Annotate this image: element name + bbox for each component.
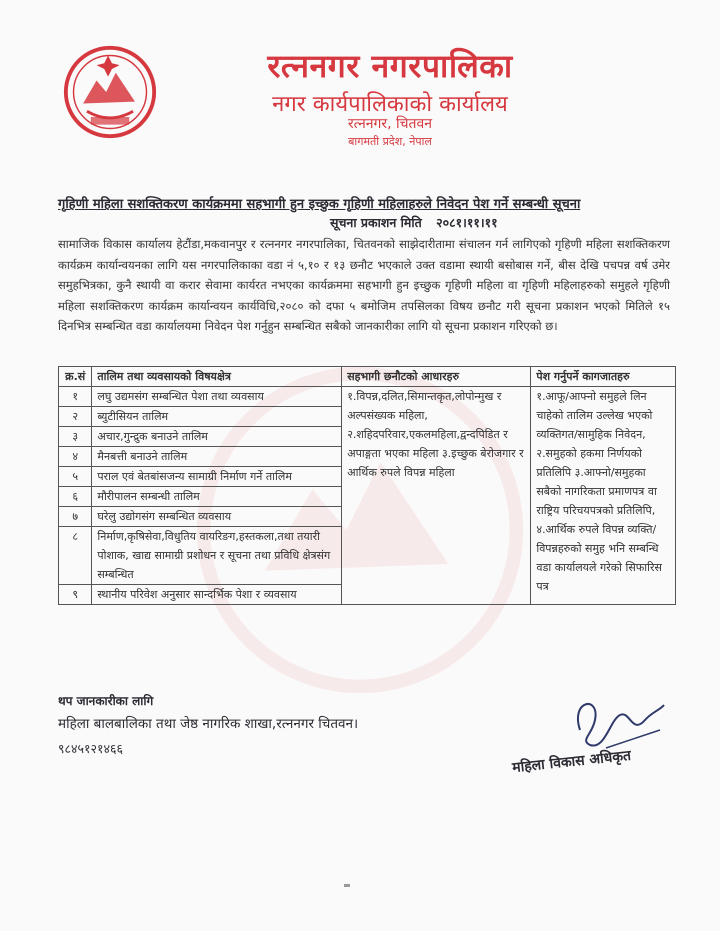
row-sn: २	[59, 407, 92, 427]
office-province: बागमती प्रदेश, नेपाल	[348, 135, 432, 148]
row-topic: स्थानीय परिवेश अनुसार सान्दर्भिक पेशा र व्यवसाय	[92, 585, 342, 605]
notice-subject: गृहिणी महिला सशक्तिकरण कार्यक्रममा सहभागी हुन इच्छुक गृहिणी महिलाहरुले निवेदन पेश गर्ने सम्बन्धी सूचना	[58, 197, 581, 212]
row-topic: मौरीपालन सम्बन्धी तालिम	[92, 487, 342, 507]
more-info-heading: थप जानकारीका लागि	[58, 694, 154, 708]
criteria-cell: १.विपन्न,दलित,सिमान्तकृत,लोपोन्मुख र अल्पसंख्यक महिला, २.शहिदपरिवार,एकलमहिला,द्वन्दपिडित र अपाङ्गता भएका महिला ३.इच्छुक बेरोजगार र आर्थिक रुपले विपन्न महिला	[342, 387, 531, 605]
row-sn: ७	[59, 507, 92, 527]
row-sn: ४	[59, 447, 92, 467]
row-sn: ९	[59, 585, 92, 605]
publication-date-label: सूचना प्रकाशन मिति	[330, 215, 422, 230]
office-city: रत्ननगर, चितवन	[347, 116, 433, 132]
row-sn: ५	[59, 467, 92, 487]
office-subtitle: नगर कार्यपालिकाको कार्यालय	[272, 92, 508, 117]
table-row	[59, 387, 676, 407]
row-sn: ८	[59, 527, 92, 585]
publication-date-line	[330, 214, 498, 231]
publication-date: २०८१।११।११	[436, 215, 498, 230]
row-sn: ६	[59, 487, 92, 507]
row-topic: ब्युटीसियन तालिम	[92, 407, 342, 427]
col-header-topic: तालिम तथा व्यवसायको विषयक्षेत्र	[92, 367, 342, 387]
row-topic: लघु उद्यमसंग सम्बन्धित पेशा तथा व्यवसाय	[92, 387, 342, 407]
col-header-sn: क्र.सं	[59, 367, 92, 387]
documents-cell: १.आफू/आफ्नो समुहले लिन चाहेको तालिम उल्लेख भएको व्यक्तिगत/सामुहिक निवेदन, २.समुहको हकमा निर्णयको प्रतिलिपि ३.आफ्नो/समुहका सबैको नागरिकता प्रमाणपत्र वा राष्ट्रिय परिचयपत्रको प्रतिलिपि, ४.आर्थिक रुपले विपन्न व्यक्ति/विपन्नहरुको समुह भनि सम्बन्धि वडा कार्यालयले गरेको सिफारिस पत्र	[531, 387, 676, 605]
municipality-emblem-icon	[62, 44, 158, 140]
contact-phone: ९८४५१२१४६६	[58, 741, 124, 756]
row-sn: १	[59, 387, 92, 407]
row-topic: पराल एवं बेतबांसजन्य सामाग्री निर्माण गर्ने तालिम	[92, 467, 342, 487]
row-topic: घरेलु उद्योगसंग सम्बन्धित व्यवसाय	[92, 507, 342, 527]
notice-body: सामाजिक विकास कार्यालय हेटौंडा,मकवानपुर र रत्ननगर नगरपालिका, चितवनको साझेदारीतामा संचालन गर्न लागिएको गृहिणी महिला सशक्तिकरण कार्यक्रम कार्यान्वयनका लागि यस नगरपालिकाका वडा नं ५,१० र १३ छनौट भएकाले उक्त वडामा स्थायी बसोबास गर्ने, बीस देखि पचपन्न वर्ष उमेर समुहभित्रका, कुनै स्थायी वा करार सेवामा कार्यरत नभएका कार्यक्रममा सहभागी हुन इच्छुक गृहिणी महिला वा गृहिणी महिलाहरुको समुहले गृहिणी महिला सशक्तिकरण कार्यक्रम कार्यान्वयन कार्यविधि,२०८० को दफा ५ बमोजिम तपसिलका विषय छनौट गरी सूचना प्रकाशन भएको मितिले १५ दिनभित्र सम्बन्धित वडा कार्यालयमा निवेदन पेश गर्नुहुन सम्बन्धित सबैको जानकारीका लागि यो सूचना प्रकाशन गरिएको छ।	[58, 237, 670, 334]
more-info-office: महिला बालबालिका तथा जेष्ठ नागरिक शाखा,रत्ननगर चितवन।	[58, 716, 359, 732]
signer-title: महिला विकास अधिकृत	[511, 747, 632, 777]
page-mark	[344, 884, 350, 887]
col-header-criteria: सहभागी छनौटको आधारहरु	[342, 367, 531, 387]
table-header-row	[59, 367, 676, 387]
col-header-documents: पेश गर्नुपर्ने कागजातहरु	[531, 367, 676, 387]
row-topic: निर्माण,कृषिसेवा,विधुतिय वायरिङग,हस्तकला,तथा तयारी पोशाक, खाद्य सामाग्री प्रशोधन र सूचना तथा प्रविधि क्षेत्रसंग सम्बन्धित	[92, 527, 342, 585]
municipality-title: रत्ननगर नगरपालिका	[267, 47, 513, 85]
training-table	[58, 366, 676, 605]
row-sn: ३	[59, 427, 92, 447]
row-topic: अचार,गुन्द्रुक बनाउने तालिम	[92, 427, 342, 447]
row-topic: मैनबत्ती बनाउने तालिम	[92, 447, 342, 467]
